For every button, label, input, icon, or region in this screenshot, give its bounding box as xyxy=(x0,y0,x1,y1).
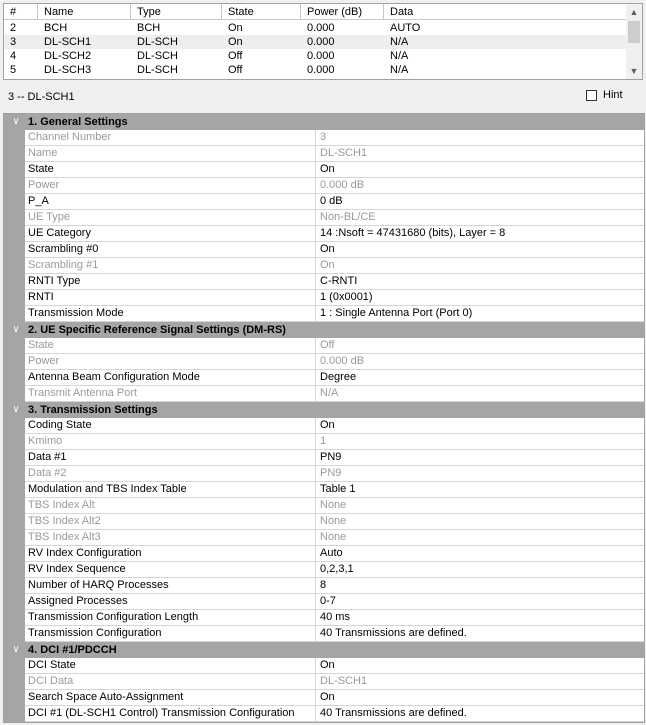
row-gutter xyxy=(4,305,25,322)
property-name: Kmimo xyxy=(28,435,63,447)
hint-toggle[interactable] xyxy=(586,89,623,101)
section-header[interactable] xyxy=(4,114,644,130)
property-name: Transmission Mode xyxy=(28,307,124,319)
property-row[interactable] xyxy=(4,578,644,594)
section-title: 3. Transmission Settings xyxy=(28,404,158,416)
row-gutter xyxy=(4,657,25,674)
column-divider xyxy=(315,210,316,225)
chevron-down-icon[interactable]: ∨ xyxy=(12,404,20,415)
property-name: State xyxy=(28,339,54,351)
column-divider xyxy=(315,626,316,641)
property-name: TBS Index Alt3 xyxy=(28,531,101,543)
row-power: 0.000 xyxy=(307,36,335,48)
property-value[interactable]: 1 (0x0001) xyxy=(320,291,373,303)
property-value[interactable]: 0,2,3,1 xyxy=(320,563,354,575)
property-value[interactable]: Auto xyxy=(320,547,343,559)
column-divider xyxy=(315,226,316,241)
property-row xyxy=(4,530,644,546)
property-value[interactable]: 40 ms xyxy=(320,611,350,623)
row-name: DL-SCH3 xyxy=(44,64,92,76)
column-divider xyxy=(315,162,316,177)
row-gutter xyxy=(4,129,25,146)
property-value[interactable]: On xyxy=(320,691,335,703)
property-name: DCI #1 (DL-SCH1 Control) Transmission Configuration xyxy=(28,707,295,719)
section-title: 1. General Settings xyxy=(28,116,128,128)
row-name: DL-SCH1 xyxy=(44,36,92,48)
row-data: N/A xyxy=(390,64,409,76)
selected-channel-title: 3 -- DL-SCH1 xyxy=(8,91,75,103)
row-power: 0.000 xyxy=(307,22,335,34)
property-name: DCI State xyxy=(28,659,76,671)
property-name: Scrambling #0 xyxy=(28,243,99,255)
column-divider xyxy=(315,194,316,209)
chevron-down-icon[interactable]: ∨ xyxy=(12,116,20,127)
property-name: Search Space Auto-Assignment xyxy=(28,691,184,703)
property-value[interactable]: On xyxy=(320,419,335,431)
property-value[interactable]: On xyxy=(320,243,335,255)
property-row xyxy=(4,386,644,402)
property-value: DL-SCH1 xyxy=(320,147,368,159)
table-row[interactable] xyxy=(4,21,628,35)
row-type: BCH xyxy=(137,22,161,34)
row-gutter xyxy=(4,625,25,642)
row-number: 5 xyxy=(10,64,17,76)
row-gutter xyxy=(4,369,25,386)
property-value: 0.000 dB xyxy=(320,179,365,191)
column-divider xyxy=(315,306,316,321)
column-divider xyxy=(315,274,316,289)
row-type: DL-SCH xyxy=(137,50,178,62)
property-row xyxy=(4,514,644,530)
property-row[interactable] xyxy=(4,370,644,386)
section-header[interactable] xyxy=(4,322,644,338)
column-divider xyxy=(315,658,316,673)
property-name: RNTI Type xyxy=(28,275,81,287)
row-gutter xyxy=(4,177,25,194)
property-value: None xyxy=(320,515,347,527)
property-value[interactable]: On xyxy=(320,659,335,671)
row-data: N/A xyxy=(390,36,409,48)
property-name: Name xyxy=(28,147,58,159)
property-name: Data #1 xyxy=(28,451,67,463)
row-gutter xyxy=(4,689,25,706)
channel-table-body xyxy=(4,21,628,77)
property-value: Non-BL/CE xyxy=(320,211,376,223)
property-name: Channel Number xyxy=(28,131,112,143)
row-gutter xyxy=(4,193,25,210)
row-gutter xyxy=(4,273,25,290)
column-divider xyxy=(315,498,316,513)
table-scrollbar[interactable] xyxy=(626,4,642,79)
property-value: 3 xyxy=(320,131,327,143)
property-row[interactable] xyxy=(4,162,644,178)
column-header-type[interactable]: Type xyxy=(131,4,222,20)
property-row[interactable] xyxy=(4,658,644,674)
section-header[interactable] xyxy=(4,642,644,658)
property-row[interactable] xyxy=(4,242,644,258)
property-row xyxy=(4,498,644,514)
column-divider xyxy=(315,674,316,689)
arrow-down-icon[interactable]: ▼ xyxy=(629,66,639,76)
property-name: RV Index Sequence xyxy=(28,563,126,575)
column-divider xyxy=(315,466,316,481)
property-name: UE Type xyxy=(28,211,70,223)
row-data: AUTO xyxy=(390,22,421,34)
property-name: Transmission Configuration Length xyxy=(28,611,199,623)
property-row[interactable] xyxy=(4,562,644,578)
section-title: 2. UE Specific Reference Signal Settings (DM-RS) xyxy=(28,324,286,336)
property-row xyxy=(4,354,644,370)
row-type: DL-SCH xyxy=(137,64,178,76)
column-divider xyxy=(315,610,316,625)
channel-table[interactable] xyxy=(3,3,643,80)
column-divider xyxy=(315,370,316,385)
column-divider xyxy=(315,354,316,369)
row-gutter xyxy=(4,497,25,514)
column-divider xyxy=(315,690,316,705)
property-name: Scrambling #1 xyxy=(28,259,99,271)
row-gutter xyxy=(4,209,25,226)
row-gutter xyxy=(4,561,25,578)
row-gutter xyxy=(4,545,25,562)
column-divider xyxy=(315,418,316,433)
table-row[interactable] xyxy=(4,35,628,49)
column-divider xyxy=(315,130,316,145)
column-divider xyxy=(315,338,316,353)
row-gutter xyxy=(4,609,25,626)
property-name: P_A xyxy=(28,195,49,207)
property-name: RNTI xyxy=(28,291,54,303)
row-power: 0.000 xyxy=(307,50,335,62)
row-gutter xyxy=(4,673,25,690)
row-type: DL-SCH xyxy=(137,36,178,48)
row-number: 2 xyxy=(10,22,17,34)
property-row[interactable] xyxy=(4,706,644,722)
property-name: TBS Index Alt xyxy=(28,499,95,511)
property-value[interactable]: Degree xyxy=(320,371,357,383)
property-grid xyxy=(3,113,645,723)
property-row xyxy=(4,178,644,194)
property-value: 0.000 dB xyxy=(320,355,365,367)
row-power: 0.000 xyxy=(307,64,335,76)
row-gutter xyxy=(4,145,25,162)
property-value[interactable]: Table 1 xyxy=(320,483,356,495)
table-row[interactable] xyxy=(4,63,628,77)
column-header-name[interactable]: Name xyxy=(38,4,131,20)
row-state: Off xyxy=(228,64,243,76)
column-divider xyxy=(315,258,316,273)
property-name: Modulation and TBS Index Table xyxy=(28,483,187,495)
row-data: N/A xyxy=(390,50,409,62)
property-row xyxy=(4,338,644,354)
table-row[interactable] xyxy=(4,49,628,63)
property-value: None xyxy=(320,499,347,511)
property-row xyxy=(4,258,644,274)
property-row[interactable] xyxy=(4,194,644,210)
property-name: Coding State xyxy=(28,419,92,431)
property-value[interactable]: 40 Transmissions are defined. xyxy=(320,627,467,639)
row-gutter xyxy=(4,577,25,594)
row-number: 3 xyxy=(10,36,17,48)
column-divider xyxy=(315,562,316,577)
row-gutter xyxy=(4,433,25,450)
column-divider xyxy=(315,578,316,593)
row-gutter xyxy=(4,513,25,530)
chevron-down-icon[interactable]: ∨ xyxy=(12,324,20,335)
property-row xyxy=(4,210,644,226)
row-gutter xyxy=(4,353,25,370)
property-value[interactable]: 40 Transmissions are defined. xyxy=(320,707,467,719)
row-name: BCH xyxy=(44,22,68,34)
property-row[interactable] xyxy=(4,418,644,434)
row-gutter xyxy=(4,161,25,178)
row-gutter xyxy=(4,257,25,274)
property-row xyxy=(4,674,644,690)
property-name: Data #2 xyxy=(28,467,67,479)
column-divider xyxy=(315,706,316,721)
row-state: On xyxy=(228,22,243,34)
row-gutter xyxy=(4,225,25,242)
column-divider xyxy=(315,386,316,401)
property-name: RV Index Configuration xyxy=(28,547,142,559)
property-value[interactable]: 0-7 xyxy=(320,595,336,607)
column-divider xyxy=(315,178,316,193)
column-header-state[interactable]: State xyxy=(222,4,301,20)
property-row[interactable] xyxy=(4,450,644,466)
property-value[interactable]: 14 :Nsoft = 47431680 (bits), Layer = 8 xyxy=(320,227,506,239)
column-divider xyxy=(315,546,316,561)
property-value: Off xyxy=(320,339,335,351)
row-gutter xyxy=(4,417,25,434)
section-title: 4. DCI #1/PDCCH xyxy=(28,644,117,656)
property-name: Power xyxy=(28,355,60,367)
property-name: Transmit Antenna Port xyxy=(28,387,138,399)
chevron-down-icon[interactable]: ∨ xyxy=(12,644,20,655)
row-name: DL-SCH2 xyxy=(44,50,92,62)
property-name: DCI Data xyxy=(28,675,74,687)
row-gutter xyxy=(4,241,25,258)
hint-label: Hint xyxy=(603,89,623,101)
property-name: Power xyxy=(28,179,60,191)
property-value[interactable]: 1 : Single Antenna Port (Port 0) xyxy=(320,307,473,319)
property-value[interactable]: PN9 xyxy=(320,451,342,463)
property-value[interactable]: 0 dB xyxy=(320,195,343,207)
row-state: On xyxy=(228,36,243,48)
property-value: None xyxy=(320,531,347,543)
column-divider xyxy=(315,434,316,449)
scrollbar-thumb[interactable] xyxy=(628,21,640,43)
property-name: Transmission Configuration xyxy=(28,627,162,639)
property-row[interactable] xyxy=(4,626,644,642)
property-name: Assigned Processes xyxy=(28,595,128,607)
property-row[interactable] xyxy=(4,274,644,290)
row-gutter xyxy=(4,529,25,546)
property-row[interactable] xyxy=(4,482,644,498)
column-divider xyxy=(315,514,316,529)
property-row[interactable] xyxy=(4,290,644,306)
property-row[interactable] xyxy=(4,690,644,706)
column-divider xyxy=(315,530,316,545)
property-row[interactable] xyxy=(4,306,644,322)
row-gutter xyxy=(4,449,25,466)
property-name: State xyxy=(28,163,54,175)
property-value: On xyxy=(320,259,335,271)
row-gutter xyxy=(4,593,25,610)
channel-table-header xyxy=(4,4,628,21)
section-header[interactable] xyxy=(4,402,644,418)
row-number: 4 xyxy=(10,50,17,62)
column-divider xyxy=(315,482,316,497)
column-divider xyxy=(315,146,316,161)
column-header-data[interactable]: Data xyxy=(384,4,628,20)
row-gutter xyxy=(4,385,25,402)
property-name: Antenna Beam Configuration Mode xyxy=(28,371,200,383)
property-value: N/A xyxy=(320,387,339,399)
property-row[interactable] xyxy=(4,610,644,626)
property-value[interactable]: 8 xyxy=(320,579,327,591)
column-header-power[interactable]: Power (dB) xyxy=(301,4,384,20)
hint-checkbox[interactable] xyxy=(586,90,597,101)
property-row[interactable] xyxy=(4,546,644,562)
arrow-up-icon[interactable]: ▲ xyxy=(629,7,639,17)
column-divider xyxy=(315,242,316,257)
property-row xyxy=(4,146,644,162)
row-gutter xyxy=(4,481,25,498)
property-row[interactable] xyxy=(4,226,644,242)
property-row xyxy=(4,434,644,450)
property-name: TBS Index Alt2 xyxy=(28,515,101,527)
row-gutter xyxy=(4,705,25,722)
row-state: Off xyxy=(228,50,243,62)
column-divider xyxy=(315,450,316,465)
row-gutter xyxy=(4,337,25,354)
property-name: UE Category xyxy=(28,227,91,239)
property-value[interactable]: On xyxy=(320,163,335,175)
property-value: DL-SCH1 xyxy=(320,675,368,687)
property-value[interactable]: C-RNTI xyxy=(320,275,358,287)
row-gutter xyxy=(4,289,25,306)
property-value: PN9 xyxy=(320,467,342,479)
row-gutter xyxy=(4,465,25,482)
property-row xyxy=(4,130,644,146)
property-name: Number of HARQ Processes xyxy=(28,579,169,591)
property-value: 1 xyxy=(320,435,327,447)
column-divider xyxy=(315,594,316,609)
column-header-number[interactable]: # xyxy=(4,4,38,20)
property-row xyxy=(4,466,644,482)
property-row[interactable] xyxy=(4,594,644,610)
column-divider xyxy=(315,290,316,305)
